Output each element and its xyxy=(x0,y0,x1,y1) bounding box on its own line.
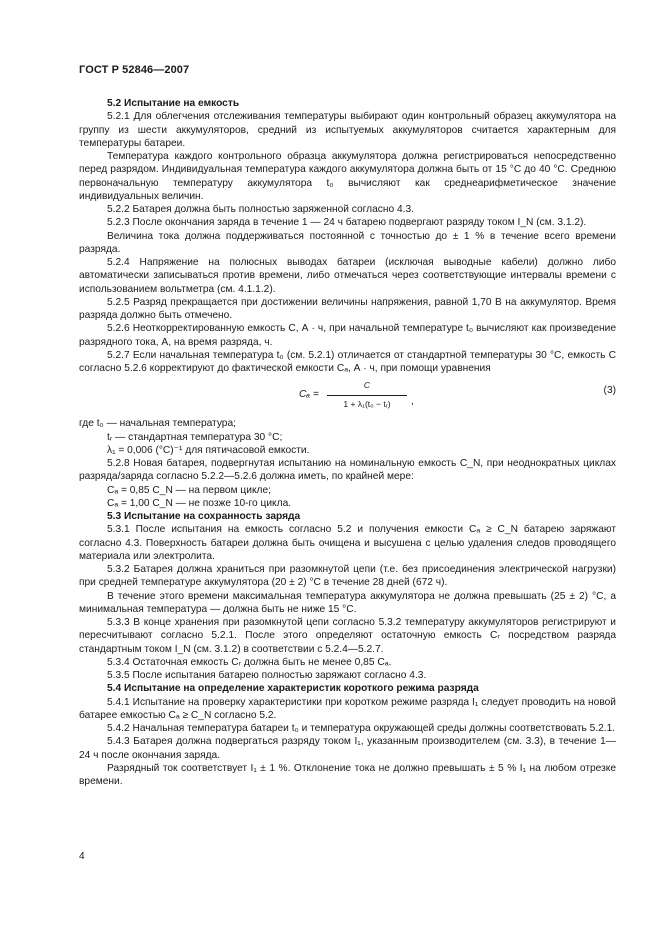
where-t0: где t₀ — начальная температура; xyxy=(79,418,236,430)
paragraph-5-2-8: 5.2.8 Новая батарея, подвергнутая испытанию на номинальную емкость C_N, при неоднократных циклах разряда/заряда согласно 5.2.2—5.2.6 должна иметь, по крайней мере: xyxy=(79,458,616,483)
paragraph-5-3-3: 5.3.3 В конце хранения при разомкнутой цепи согласно 5.3.2 температуру аккумуляторов регистрируют и пересчитывают согласно 5.2.1. После этого определяют остаточную емкость Cᵣ посредством разряда стандартным током I_N (см. 3.1.2) в соответствии с 5.2.4—5.2.7. xyxy=(79,617,616,655)
document-body xyxy=(79,97,616,788)
formula-fraction xyxy=(327,379,407,411)
paragraph-5-4-1: 5.4.1 Испытание на проверку характеристики при коротком режиме разряда I₁ следует проводить на новой батарее емкостью Cₐ ≥ C_N согласно 5.2. xyxy=(79,696,616,721)
paragraph-5-4-3: 5.4.3 Батарея должна подвергаться разряду током I₁, указанным производителем (см. 3.3), в течение 1—24 ч после окончания заряда. xyxy=(79,736,616,761)
formula-denominator: 1 + λ₁(t₀ − tᵣ) xyxy=(343,398,391,409)
where-lambda: λ₁ = 0,006 (°С)⁻¹ для пятичасовой емкости. xyxy=(107,444,310,456)
paragraph-temperature: Температура каждого контрольного образца аккумулятора должна регистрироваться непосредственно перед разрядом. Индивидуальная температура каждого аккумулятора должна быть от 15 °С до 40 °С. Среднюю первоначальную температуру аккумулятора t₀ вычисляют как среднеарифметическое значение индивидуальных величин. xyxy=(79,151,616,202)
paragraph-current-accuracy: Величина тока должна поддерживаться постоянной с точностью до ± 1 % в течение всего времени разряда. xyxy=(79,230,616,255)
section-heading-5-3: 5.3 Испытание на сохранность заряда xyxy=(107,511,301,522)
paragraph-5-2-3: 5.2.3 После окончания заряда в течение 1 — 24 ч батарею подвергают разряду током I_N (см. 3.1.2). xyxy=(107,217,587,229)
formula-3 xyxy=(79,379,616,413)
section-heading-5-4: 5.4 Испытание на определение характеристик короткого режима разряда xyxy=(107,683,479,695)
paragraph-5-3-4: 5.3.4 Остаточная емкость Cᵣ должна быть не менее 0,85 Cₐ. xyxy=(107,656,392,668)
section-heading-5-2: 5.2 Испытание на емкость xyxy=(107,98,240,109)
paragraph-5-2-1: 5.2.1 Для облегчения отслеживания температуры выбирают один контрольный образец аккумулятора на группу из шести аккумуляторов, средний из испытуемых аккумуляторов считается характерным для температуры батареи. xyxy=(79,111,616,149)
formula-lhs: Cₐ = xyxy=(299,389,319,401)
paragraph-discharge-current: Разрядный ток соответствует I₁ ± 1 %. Отклонение тока не должно превышать ± 5 % I₁ на любом отрезке времени. xyxy=(79,762,616,787)
formula-comma: , xyxy=(411,396,414,408)
paragraph-5-2-4: 5.2.4 Напряжение на полюсных выводах батареи (исключая выводные кабели) должно либо автоматически записываться против времени, либо отмечаться через соответствующие интервалы времени с использованием вольтметра (см. 4.1.1.2). xyxy=(79,257,616,295)
paragraph-5-3-1: 5.3.1 После испытания на емкость согласно 5.2 и получения емкости Cₐ ≥ C_N батарею заряжают согласно 4.3. Поверхность батареи должна быть очищена и высушена с целью удаления следов проводящего материала или электролита. xyxy=(79,524,616,562)
formula-numerator: C xyxy=(327,379,407,395)
standard-header: ГОСТ Р 52846—2007 xyxy=(79,64,190,76)
paragraph-5-4-2: 5.4.2 Начальная температура батареи t₀ и температура окружающей среды должны соответствовать 5.2.1. xyxy=(107,723,616,734)
formula-number: (3) xyxy=(603,385,616,397)
paragraph-5-2-5: 5.2.5 Разряд прекращается при достижении величины напряжения, равной 1,70 В на аккумулятор. Время разряда должно быть отмечено. xyxy=(79,296,616,321)
cycle-tenth: Cₐ = 1,00 C_N — не позже 10-го цикла. xyxy=(107,497,292,509)
cycle-first: Cₐ = 0,85 C_N — на первом цикле; xyxy=(107,484,271,496)
where-tr: tᵣ — стандартная температура 30 °С; xyxy=(107,431,283,443)
paragraph-5-3-5: 5.3.5 После испытания батарею полностью заряжают согласно 4.3. xyxy=(107,670,427,681)
paragraph-5-3-2: 5.3.2 Батарея должна храниться при разомкнутой цепи (т.е. без присоединения электрической нагрузки) при средней температуре аккумулятора (20 ± 2) °С в течение 28 дней (672 ч). xyxy=(79,564,616,589)
paragraph-storage-temp: В течение этого времени максимальная температура аккумулятора не должна превышать (25 ± 2) °С, а минимальная температура — должна быть не ниже 15 °С. xyxy=(79,590,616,615)
page-number: 4 xyxy=(79,851,85,862)
paragraph-5-2-6: 5.2.6 Неоткорректированную емкость C, А · ч, при начальной температуре t₀ вычисляют как произведение разрядного тока, А, на время разряда, ч. xyxy=(79,323,616,348)
paragraph-5-2-2: 5.2.2 Батарея должна быть полностью заряженной согласно 4.3. xyxy=(107,204,414,215)
paragraph-5-2-7: 5.2.7 Если начальная температура t₀ (см. 5.2.1) отличается от стандартной температуры 30 °С, емкость C согласно 5.2.6 корректируют до фактической емкости Cₐ, А · ч, при помощи уравнения xyxy=(79,349,616,374)
